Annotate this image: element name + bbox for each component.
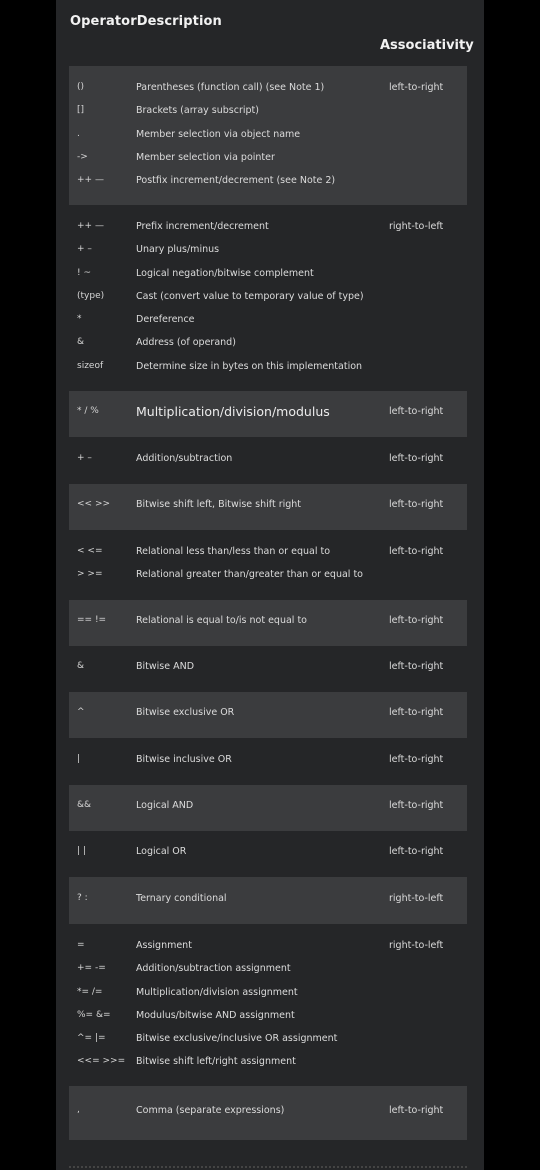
table-row xyxy=(69,750,467,773)
operator-description: Relational greater than/greater than or equal to xyxy=(136,569,363,581)
operator-symbol: ? : xyxy=(77,892,88,903)
associativity-value: right-to-left xyxy=(389,221,444,232)
operator-description: Member selection via pointer xyxy=(136,151,275,163)
operator-symbol: & xyxy=(77,661,85,672)
associativity-value: left-to-right xyxy=(389,753,444,765)
associativity-value: left-to-right xyxy=(389,1105,444,1117)
associativity-value: left-to-right xyxy=(389,499,444,511)
precedence-group xyxy=(69,66,467,205)
operator-symbol: ^ xyxy=(77,707,85,718)
operator-symbol: , xyxy=(77,1105,80,1116)
operator-description: Relational is equal to/is not equal to xyxy=(136,615,307,627)
operator-description: Dereference xyxy=(136,314,195,326)
operator-description: Modulus/bitwise AND assignment xyxy=(136,1009,295,1021)
operator-description: Parentheses (function call) (see Note 1) xyxy=(136,82,325,93)
header-operator: Operator xyxy=(70,14,137,29)
associativity-value: left-to-right xyxy=(389,800,444,812)
table-row xyxy=(69,357,467,380)
table-row xyxy=(69,287,467,310)
operator-symbol: < <= xyxy=(77,546,103,556)
header-description: Description xyxy=(136,14,222,29)
operator-symbol: (type) xyxy=(77,290,105,301)
table-row xyxy=(69,495,467,518)
table-bottom-rule xyxy=(69,1166,467,1170)
precedence-group xyxy=(69,831,467,877)
operator-symbol: . xyxy=(77,128,80,139)
operator-symbol: ! ~ xyxy=(77,267,92,278)
table-row xyxy=(69,171,467,194)
operator-description: Assignment xyxy=(136,940,192,951)
table-row xyxy=(69,264,467,287)
associativity-value: left-to-right xyxy=(389,846,444,858)
operator-symbol: + – xyxy=(77,244,92,255)
operator-description: Ternary conditional xyxy=(136,892,227,904)
associativity-value: left-to-right xyxy=(389,82,444,93)
operator-description: Comma (separate expressions) xyxy=(136,1105,285,1117)
associativity-value: left-to-right xyxy=(389,615,444,627)
operator-description: Cast (convert value to temporary value of type) xyxy=(136,290,364,302)
header-associativity: Associativity xyxy=(380,38,474,53)
table-row xyxy=(69,611,467,634)
operator-description: Logical OR xyxy=(136,846,187,858)
operator-symbol: << >> xyxy=(77,499,111,510)
table-row xyxy=(69,78,467,101)
operator-symbol: ++ — xyxy=(77,175,104,186)
operator-description: Bitwise exclusive OR xyxy=(136,707,235,719)
operator-symbol: sizeof xyxy=(77,360,104,371)
operator-symbol: + – xyxy=(77,452,92,463)
table-row xyxy=(69,983,467,1006)
operator-symbol: == != xyxy=(77,615,107,626)
table-row xyxy=(69,657,467,680)
table-row xyxy=(69,449,467,472)
operator-description: Bitwise AND xyxy=(136,661,195,673)
table-row xyxy=(69,333,467,356)
precedence-group xyxy=(69,1086,467,1140)
precedence-group xyxy=(69,924,467,1086)
operator-description: Brackets (array subscript) xyxy=(136,105,259,117)
associativity-value: right-to-left xyxy=(389,940,444,951)
table-row xyxy=(69,1052,467,1075)
table-row xyxy=(69,310,467,333)
operator-description: Multiplication/division/modulus xyxy=(136,404,330,420)
operator-description: Bitwise shift left, Bitwise shift right xyxy=(136,499,302,511)
operator-symbol: <<= >>= xyxy=(77,1056,126,1067)
precedence-group xyxy=(69,205,467,391)
table-row xyxy=(69,959,467,982)
precedence-group xyxy=(69,484,467,530)
precedence-group xyxy=(69,692,467,738)
operator-symbol: & xyxy=(77,337,85,348)
operator-symbol: += -= xyxy=(77,963,106,974)
operator-symbol: * xyxy=(77,314,82,325)
operator-symbol: * / % xyxy=(77,406,99,417)
operator-symbol: ^= |= xyxy=(77,1033,106,1044)
operator-description: Address (of operand) xyxy=(136,337,236,349)
table-row xyxy=(69,1029,467,1052)
precedence-group xyxy=(69,785,467,831)
precedence-group xyxy=(69,646,467,692)
table-row xyxy=(69,1006,467,1029)
table-row xyxy=(69,240,467,263)
precedence-group xyxy=(69,738,467,785)
operator-description: Multiplication/division assignment xyxy=(136,986,298,998)
operator-description: Logical negation/bitwise complement xyxy=(136,267,314,279)
operator-symbol: %= &= xyxy=(77,1009,111,1020)
table-row xyxy=(69,889,467,912)
operator-description: Member selection via object name xyxy=(136,128,301,140)
table-row xyxy=(69,796,467,819)
table-row xyxy=(69,402,467,425)
table-row xyxy=(69,542,467,565)
table-row xyxy=(69,936,467,959)
associativity-value: left-to-right xyxy=(389,546,444,557)
table-row xyxy=(69,217,467,240)
table-row xyxy=(69,101,467,124)
table-header-left xyxy=(70,14,222,29)
precedence-group xyxy=(69,391,467,437)
table-row xyxy=(69,1101,467,1124)
operator-symbol: [] xyxy=(77,105,85,116)
operator-symbol: ++ — xyxy=(77,221,104,231)
operator-symbol: | | xyxy=(77,846,86,857)
operator-symbol: && xyxy=(77,800,92,811)
operator-description: Bitwise shift left/right assignment xyxy=(136,1056,296,1068)
operator-symbol: = xyxy=(77,940,85,950)
table-row xyxy=(69,703,467,726)
operator-symbol: () xyxy=(77,82,85,92)
operator-symbol: -> xyxy=(77,151,88,162)
operator-symbol: | xyxy=(77,753,81,764)
operator-symbol: > >= xyxy=(77,569,103,580)
operator-description: Bitwise exclusive/inclusive OR assignment xyxy=(136,1033,338,1045)
associativity-value: left-to-right xyxy=(389,452,444,464)
operator-description: Prefix increment/decrement xyxy=(136,221,269,232)
precedence-group xyxy=(69,877,467,924)
precedence-group xyxy=(69,530,467,600)
operator-description: Relational less than/less than or equal to xyxy=(136,546,331,557)
associativity-value: right-to-left xyxy=(389,892,444,904)
associativity-value: left-to-right xyxy=(389,707,444,719)
table-row xyxy=(69,148,467,171)
operator-description: Logical AND xyxy=(136,800,194,812)
table-row xyxy=(69,842,467,865)
associativity-value: left-to-right xyxy=(389,406,444,418)
associativity-value: left-to-right xyxy=(389,661,444,673)
operator-description: Addition/subtraction xyxy=(136,452,233,464)
operator-description: Unary plus/minus xyxy=(136,244,220,256)
table-row xyxy=(69,565,467,588)
operator-symbol: *= /= xyxy=(77,986,103,997)
precedence-group xyxy=(69,437,467,484)
operator-description: Addition/subtraction assignment xyxy=(136,963,291,975)
operator-description: Bitwise inclusive OR xyxy=(136,753,232,765)
operator-description: Determine size in bytes on this implementation xyxy=(136,360,363,372)
table-row xyxy=(69,125,467,148)
precedence-group xyxy=(69,600,467,646)
operator-description: Postfix increment/decrement (see Note 2) xyxy=(136,175,336,187)
